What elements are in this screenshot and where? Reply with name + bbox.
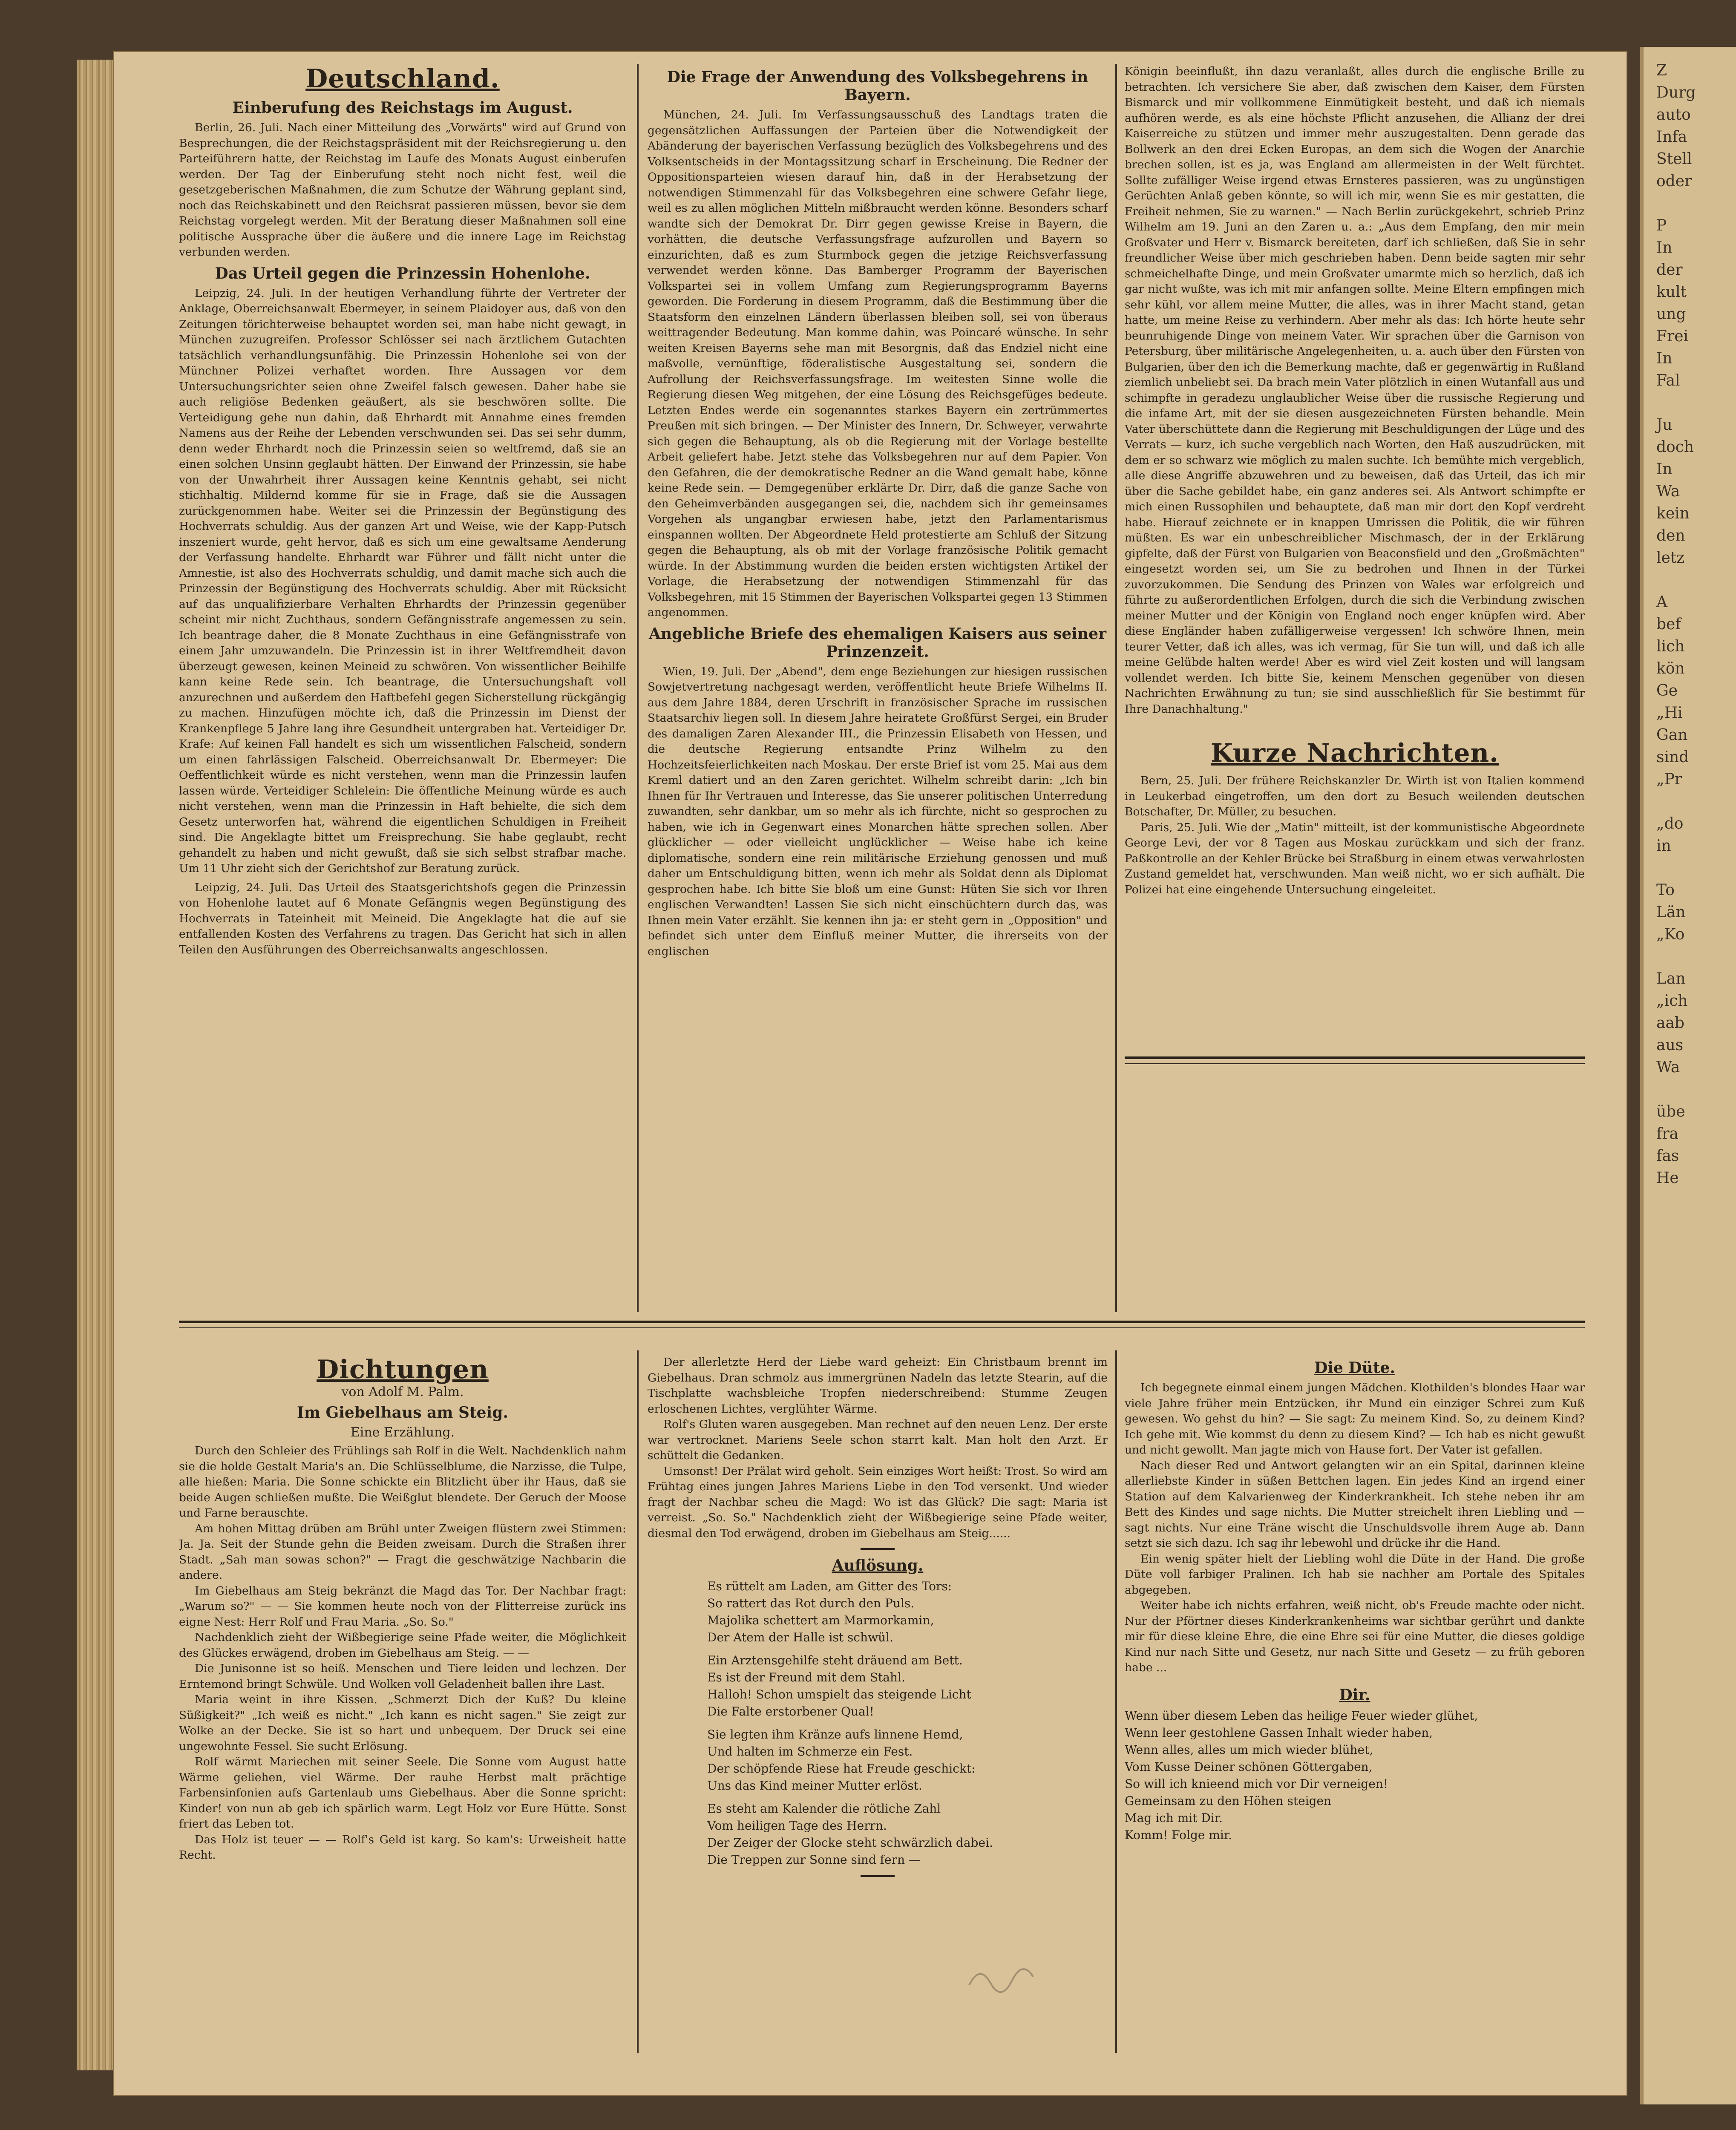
news-item: Bern, 25. Juli. Der frühere Reichskanzler Dr. Wirth ist von Italien kommend in Leukerbad eingetroffen, um den dort zu Besuch weilenden deutschen Botschafter, Dr. Müller, zu besuchen. — [1125, 774, 1585, 818]
article-body: Leipzig, 24. Juli. In der heutigen Verhandlung führte der Vertreter der Anklage, Oberreichsanwalt Ebermeyer, in seinem Plaidoyer aus, daß von den Zeitungen törichterweise behauptet worden sei, man habe nicht gewagt, in München zuzugreifen. Professor Schlösser sei nach ärztlichem Gutachten tatsächlich verhandlungsunfähig. Die Prinzessin Hohenlohe sei von der Münchner Polizei verhaftet worden. Ihre Aussagen vor dem Untersuchungsrichter seien ohne Zweifel falsch gewesen. Daher habe sie auch religiöse Bedenken geäußert, als sie beschwören sollte. Die Verteidigung gehe nun dahin, daß Ehrhardt mit Annahme eines fremden Namens aus der Reihe der Lebenden verschwunden sei. Das sei sehr dumm, denn weder Ehrhardt noch die Prinzessin seien so weltfremd, daß sie an einen solchen Unsinn geglaubt hätten. Der Einwand der Prinzessin, sie habe von der Unwahrheit ihrer Aussagen keine Kenntnis gehabt, sei nicht stichhaltig. Mildernd komme für sie in Frage, daß sie die Aussagen zurückgenommen habe. Weiter sei die Prinzessin der Begünstigung des Hochverrats schuldig. Aus der ganzen Art und Weise, wie der Kapp-Putsch inszeniert wurde, geht hervor, daß es sich um eine gewaltsame Aenderung der Verfassung handelte. Ehrhardt war Führer und fällt nicht unter die Amnestie, ist also des Hochverrats schuldig, und damit mache sich auch die Prinzessin der Begünstigung des Hochverrats schuldig. Aber mit Rücksicht auf das unqualifizierbare Verhalten Ehrhardts der Prinzessin gegenüber scheint mir nicht Zuchthaus, sondern Gefängnisstrafe angemessen zu sein. Ich beantrage daher, die 8 Monate Zuchthaus in eine Gefängnisstrafe von einem Jahr umzuwandeln. Die Prinzessin ist in ihrer Weltfremdheit davon überzeugt gewesen, keinen Meineid zu schwören. Von wissentlicher Beihilfe kann keine Rede sein. Ich beantrage, die Untersuchungshaft voll anzurechnen und außerdem den Haftbefehl gegen Sicherstellung rückgängig zu machen. Hinzufügen möchte ich, daß die Prinzessin im Dienst der Krankenpflege 5 Jahre lang ihre Gesundheit untergraben hat. Verteidiger Dr. Krafe: Auf keinen Fall handelt es sich um wissentlichen Falscheid, sondern um einen fahrlässigen Falscheid. Oberreichsanwalt Dr. Ebermeyer: Die Oeffentlichkeit würde es nicht verstehen, wenn man die Prinzessin laufen lassen würde. Verteidiger Schlelein: Die öffentliche Meinung würde es auch nicht verstehen, wenn man die Prinzessin in Haft behielte, die sich dem Gesetz unterworfen hat, während die eigentlichen Schuldigen in Freiheit sind. Die Angeklagte bittet um Freisprechung. Sie habe geglaubt, recht gehandelt zu haben und nicht gewußt, daß sie sich selbst strafbar mache. Um 11 Uhr zieht sich der Gerichtshof zur Beratung zurück. — [179, 286, 626, 875]
article-body: Königin beeinflußt, ihn dazu veranlaßt, alles durch die englische Brille zu betrachten. Ich versichere Sie aber, daß zwischen dem Kaiser, dem Fürsten Bismarck und mir vollkommene Einmütigkeit besteht, und daß ich niemals aufhören werde, es als eine höchste Pflicht anzusehen, die Allianz der drei Kaiserreiche zu stützen und immer mehr auszugestalten. Denn gerade das Bollwerk an den drei Ecken Europas, an dem sich die Wogen der Anarchie brechen sollen, ist es ja, was England am allermeisten in der Welt fürchtet. Sollte zufälliger Weise irgend etwas Ernsteres passieren, was zu ungünstigen Gerüchten Anlaß geben könnte, so will ich mir, wenn Sie es mir gestatten, die Freiheit nehmen, Sie zu warnen." — Nach Berlin zurückgekehrt, schrieb Prinz Wilhelm am 19. Juni an den Zaren u. a.: „Aus dem Empfang, den mir mein Großvater und Herr v. Bismarck bereiteten, darf ich schließen, daß Sie in sehr freundlicher Weise über mich geschrieben haben. Denn beide sagten mir sehr schmeichelhafte Dinge, und mein Großvater umarmte mich so herzlich, daß ich gar nicht wußte, was ich mit mir anfangen sollte. Meine Eltern empfingen mich sehr kühl, vor allem meine Mutter, die alles, was in ihrer Macht stand, getan hatte, um meine Reise zu verhindern. Aber mehr als das: Ich hörte heute sehr beunruhigende Dinge von meinem Vater. Wir sprachen über die Garnison von Petersburg, über militärische Angelegenheiten, u. a. auch über den Fürsten von Bulgarien, über den ich die Bemerkung machte, daß er gegenwärtig in Rußland ziemlich unbeliebt sei. Da brach mein Vater plötzlich in einen Wutanfall aus und schimpfte in geradezu unglaublicher Weise über die russische Regierung und die infame Art, mit der sie diesen ausgezeichneten Fürsten behandle. Mein Vater überschüttete dann die Regierung mit Beschuldigungen der Lüge und des Verrats — kurz, ich suche vergeblich nach Worten, den Haß auszudrücken, mit dem er so schwarz wie möglich zu malen suchte. Ich bemühte mich vergeblich, alle diese Angriffe abzuwehren und zu beweisen, daß das Urteil, das ich mir über die Sache gebildet habe, ein ganz anderes sei. Als Antwort schimpfte er mich einen Russophilen und behauptete, daß man mir dort den Kopf verdreht habe. Hierauf zeichnete er in knappen Umrissen die Politik, die wir führen müßten. Es war ein unbeschreiblicher Mischmasch, der in der Erklärung gipfelte, daß der Fürst von Bulgarien von Beaconsfield und den „Großmächten" eingesetzt worden sei, um Sie zu bedrohen und Ihnen in der Türkei zuvorzukommen. Die Sendung des Prinzen von Wales war erfolgreich und führte zu außerordentlichen Erfolgen, durch die sich die Verbindung zwischen meiner Mutter und der Königin von England noch enger knüpfen wird. Aber diese Engländer haben zufälligerweise vergessen! Ich schwöre Ihnen, mein teurer Vetter, daß ich alles, was ich vermag, für Sie tun will, und daß ich alle meine Gelübde halten werde! Aber es wird viel Zeit kosten und will langsam vollendet werden. Ich bitte Sie, keinem Menschen gegenüber von diesen Nachrichten Erwähnung zu tun; sie sind ausschließlich für Sie bestimmt für Ihre Danachhaltung." — [1125, 65, 1585, 716]
story-title: Im Giebelhaus am Steig. — [297, 1404, 508, 1422]
author-byline: von Adolf M. Palm. — [341, 1384, 464, 1399]
poem-stanza: Es rüttelt am Laden, am Gitter des Tors: So rattert das Rot durch den Puls. Majolika schettert am Marmorkamin, Der Atem der Halle ist schwül. — [707, 1579, 952, 1644]
page-stack-edge — [77, 60, 115, 2070]
poem-stanza: Wenn über diesem Leben das heilige Feuer wieder glühet, Wenn leer gestohlene Gassen Inhalt wieder haben, Wenn alles, alles um mich wieder blühet, Vom Kusse Deiner schönen Göttergaben, So will ich knieend mich vor Dir verneigen! Gemeinsam zu den Höhen steigen Mag ich mit Dir. Komm! Folge mir. — [1125, 1708, 1478, 1842]
story-paragraph: Im Giebelhaus am Steig bekränzt die Magd das Tor. Der Nachbar fragt: „Warum so?" — — Sie kommen heute noch von der Flitterreise zurück ins eigne Nest: Herr Rolf und Frau Maria. „So. So." — [179, 1584, 626, 1629]
story-paragraph: Rolf wärmt Mariechen mit seiner Seele. Die Sonne vom August hatte Wärme geliehen, viel Wärme. Der rauhe Herbst malt prächtige Farbensinfonien aufs Gartenlaub ums Giebelhaus. Aber die Sonne spricht: Kinder! von nun ab geb ich spärlich warm. Legt Holz vor Eure Hütte. Sonst friert das Leben tot. — [179, 1755, 626, 1831]
column-kaiser-briefe — [1125, 64, 1585, 1299]
divider — [861, 1875, 895, 1877]
poem-stanza: Sie legten ihm Kränze aufs linnene Hemd, Und halten im Schmerze ein Fest. Der schöpfende Riese hat Freude geschickt: Uns das Kind meiner Mutter erlöst. — [707, 1727, 976, 1793]
section-title: Dichtungen — [317, 1355, 489, 1384]
column-rule — [1115, 64, 1117, 1312]
article-body: Berlin, 26. Juli. Nach einer Mitteilung des „Vorwärts" wird auf Grund von Besprechungen, die der Reichstagspräsident mit der Reichsregierung u. den Parteiführern hatte, der Reichstag im Laufe des Monats August einberufen werden. Der Tag der Einberufung steht noch nicht fest, weil die gesetzgeberischen Maßnahmen, die zum Schutze der Währung geplant sind, noch das Reichskabinett und den Reichsrat passieren müssen, bevor sie dem Reichstag vorgelegt werden. Mit der Beratung dieser Maßnahmen soll eine politische Aussprache über die äußere und die innere Lage im Reichstag verbunden werden. — [179, 121, 626, 259]
poem-stanza: Ein Arztensgehilfe steht dräuend am Bett. Es ist der Freund mit dem Stahl. Halloh! Schon umspielt das steigende Licht Die Falte erstorbener Qual! — [707, 1653, 971, 1718]
story-paragraph: Nach dieser Red und Antwort gelangten wir an ein Spital, darinnen kleine allerliebste Kinder in süßen Bettchen lagen. Ein jedes Kind an irgend einer Station auf dem Kalvarienweg der Kinderkrankheit. Ich stehe neben ihr am Bett des Kindes und sage nichts. Die Mutter streichelt ihren Liebling und — sagt nichts. Nur eine Träne wischt die Unschuldsvolle ihrem Auge ab. Dann setzt sie sich dazu. Ich sag ihr lebewohl und drücke ihr die Hand. — [1125, 1459, 1585, 1550]
article-headline: Das Urteil gegen die Prinzessin Hohenlohe. — [215, 264, 590, 282]
story-paragraph: Durch den Schleier des Frühlings sah Rolf in die Welt. Nachdenklich nahm sie die holde Gestalt Maria's an. Die Schlüsselblume, die Narzisse, die Tulpe, alle hießen: Maria. Die Sonne schickte ein Blitzlicht über ihr Haus, daß sie beide Augen schließen mußte. Die Weißglut blendete. Der Geruch der Moose und Farne berauschte. — [179, 1444, 626, 1520]
story-paragraph: Rolf's Gluten waren ausgegeben. Man rechnet auf den neuen Lenz. Der erste war vertrocknet. Mariens Seele schon starrt kalt. Man holt den Arzt. Er schüttelt die Gedanken. — [648, 1418, 1108, 1462]
story-paragraph: Ich begegnete einmal einem jungen Mädchen. Klothilden's blondes Haar war viele Jahre früher mein Entzücken, ihr Mund ein einziger Schrei zum Kuß gewesen. Wo gehst du hin? — Sie sagt: Zu meinem Kind. So, zu deinem Kind? Ich gehe mit. Wie kommst du denn zu diesem Kind? — Ich hab es nicht gewußt und nicht gewollt. Man jagte mich von Hause fort. Der Vater ist gefallen. — [1125, 1381, 1585, 1456]
facing-page-edge — [1640, 47, 1736, 2104]
divider — [861, 1548, 895, 1550]
story-paragraph: Das Holz ist teuer — — Rolf's Geld ist karg. So kam's: Urweisheit hatte Recht. — [179, 1833, 626, 1862]
story-paragraph: Umsonst! Der Prälat wird geholt. Sein einziges Wort heißt: Trost. So wird am Frühtag eines jungen Jahres Mariens Liebe in den Tod versenkt. Und wieder fragt der Nachbar scheu die Magd: Wo ist das Glück? Die sagt: Maria ist verreist. „So. So." Nachdenklich zieht der Wißbegierige seine Pfade weiter, diesmal den Tod erwägend, droben im Giebelhaus am Steig...... — [648, 1464, 1108, 1540]
story-paragraph: Der allerletzte Herd der Liebe ward geheizt: Ein Christbaum brennt im Giebelhaus. Dran schmolz aus immergrünen Nadeln das letzte Stearin, auf die Tischplatte wachsbleiche Tropfen niederschreibend: Stumme Zeugen erloschenen Lichtes, verglühter Wärme. — [648, 1356, 1108, 1416]
story-subtitle: Eine Erzählung. — [350, 1425, 455, 1440]
column-rule — [637, 1350, 639, 2053]
news-item: Paris, 25. Juli. Wie der „Matin" mitteilt, ist der kommunistische Abgeordnete George Levi, der vor 8 Tagen aus Moskau zurückkam und sich der franz. Paßkontrolle an der Kehler Brücke bei Straßburg in einem etwas verwahrlosten Zustand gemeldet hat, verschwunden. Man weiß nicht, wo er sich aufhält. Die Polizei hat eine eingehende Untersuchung eingeleitet. — [1125, 820, 1585, 896]
story-paragraph: Weiter habe ich nichts erfahren, weiß nicht, ob's Freude machte oder nicht. Nur der Pförtner dieses Kinderkrankenheims war sichtbar gerührt und dankte mir für diese kleine Ehre, die eine Ehre sei für eine Mutter, die dieses goldige Kind nur nach Sitte und Gesetz, nur nach Sitte und Gesetz — zu früh geboren habe ... — [1125, 1599, 1585, 1674]
column-rule — [637, 64, 639, 1312]
section-title: Kurze Nachrichten. — [1210, 738, 1499, 768]
article-body: Leipzig, 24. Juli. Das Urteil des Staatsgerichtshofs gegen die Prinzessin von Hohenlohe lautet auf 6 Monate Gefängnis wegen Begünstigung des Hochverrats in Tateinheit mit Meineid. Die Angeklagte hat die auf sie entfallenden Kosten des Verfahrens zu tragen. Das Gericht hat sich in allen Teilen den Ausführungen des Oberreichsanwalts angeschlossen. — [179, 881, 626, 956]
column-rule — [1115, 1350, 1117, 2053]
story-paragraph: Die Junisonne ist so heiß. Menschen und Tiere leiden und lechzen. Der Erntemond bringt Schwüle. Und Wolken voll Geladenheit ballen ihre Last. — [179, 1662, 626, 1691]
section-divider — [179, 1321, 1585, 1328]
story-paragraph: Maria weint in ihre Kissen. „Schmerzt Dich der Kuß? Du kleine Süßigkeit?" „Ich weiß es nicht." „Ich kann es nicht sagen." Sie zeigt zur Wolke an der Decke. Sie ist so hart und unbequem. Der Druck sei eine ungewohnte Fessel. Sie sucht Erlösung. — [179, 1693, 626, 1753]
story-paragraph: Ein wenig später hielt der Liebling wohl die Düte in der Hand. Die große Düte voll farbiger Pralinen. Ich hab sie nachher am Portale des Spitales abgegeben. — [1125, 1552, 1585, 1597]
story-paragraph: Am hohen Mittag drüben am Brühl unter Zweigen flüstern zwei Stimmen: Ja. Ja. Seit der Stunde gehn die Beiden zweisam. Durch die Straßen ihrer Stadt. „Sah man sowas schon?" — Fragt die geschwätzige Nachbarin die andere. — [179, 1522, 626, 1582]
column-duete — [1125, 1355, 1585, 2053]
article-headline: Einberufung des Reichstags im August. — [232, 99, 573, 117]
poem-stanza: Es steht am Kalender die rötliche Zahl Vom heiligen Tage des Herrn. Der Zeiger der Glocke steht schwärzlich dabei. Die Treppen zur Sonne sind fern — — [707, 1802, 993, 1867]
column-story-cont — [648, 1355, 1108, 2053]
story-title: Die Düte. — [1314, 1359, 1395, 1377]
poem-title: Dir. — [1339, 1686, 1370, 1704]
article-body: Wien, 19. Juli. Der „Abend", dem enge Beziehungen zur hiesigen russischen Sowjetvertretung nachgesagt werden, veröffentlicht heute Briefe Wilhelms II. aus dem Jahre 1884, deren Urschrift in französischer Sprache im russischen Staatsarchiv liegen soll. In diesem Jahre heiratete Großfürst Sergei, ein Bruder des damaligen Zaren Alexander III., die Prinzessin Elisabeth von Hessen, und die deutsche Regierung entsandte Prinz Wilhelm zu den Hochzeitsfeierlichkeiten nach Moskau. Der erste Brief ist vom 25. Mai aus dem Kreml datiert und an den Zaren gerichtet. Wilhelm schreibt darin: „Ich bin Ihnen für Ihr Vertrauen und Interesse, das Sie unserer politischen Unterredung zuwandten, sehr dankbar, um so mehr als ich fürchte, nicht so gesprochen zu haben, wie ich in Gegenwart eines Monarchen hätte sprechen sollen. Aber glücklicher — oder vielleicht unglücklicher — Weise habe ich keine diplomatische, sondern eine rein militärische Erziehung genossen und muß daher um Entschuldigung bitten, wenn ich mehr als Soldat denn als Diplomat gesprochen habe. Ich bitte Sie bloß um eine Gunst: Hüten Sie sich vor Ihren englischen Verwandten! Lassen Sie sich nicht einschüchtern durch das, was Ihnen mein Vater erzählt. Sie kennen ihn ja: er steht gern in „Opposition" und befindet sich unter dem Einfluß meiner Mutter, die ihrerseits von der englischen — [648, 665, 1108, 958]
article-headline: Angebliche Briefe des ehemaligen Kaisers aus seiner Prinzenzeit. — [649, 625, 1106, 661]
story-paragraph: Nachdenklich zieht der Wißbegierige seine Pfade weiter, die Möglichkeit des Glückes erwägend, droben im Giebelhaus am Steig. — — — [179, 1631, 626, 1660]
article-headline: Die Frage der Anwendung des Volksbegehrens in Bayern. — [667, 68, 1088, 104]
facing-page-fragments: Z Durg auto Infa Stell oder P In der kult ung Frei In Fal Ju doch In Wa kein den letz A bef lich kön Ge „Hi Gan sind „Pr „do in To Län „Ko Lan „ich aab aus Wa übe fra fas He — [1656, 62, 1696, 1187]
poem-title: Auflösung. — [832, 1557, 924, 1574]
column-bayern — [648, 64, 1108, 1299]
column-deutschland — [179, 64, 626, 1299]
column-dichtungen — [179, 1355, 626, 2053]
section-title: Deutschland. — [305, 64, 500, 94]
pencil-mark — [967, 1960, 1035, 1998]
article-body: München, 24. Juli. Im Verfassungsausschuß des Landtags traten die gegensätzlichen Auffassungen der Parteien über die Notwendigkeit der Abänderung der bayerischen Verfassung bezüglich des Volksbegehrens und des Volksentscheids in der Montagssitzung scharf in Erscheinung. Die Redner der Oppositionsparteien wiesen darauf hin, daß in der Herabsetzung der notwendigen Stimmenzahl für das Volksbegehren eine schwere Gefahr liege, weil es zu allen möglichen Mitteln mißbraucht werden könne. Besonders scharf wandte sich der Demokrat Dr. Dirr gegen gewisse Kreise in Bayern, die vorhätten, die deutsche Verfassungsfrage aufzurollen und Bayern so einzurichten, daß es zum Sturmbock gegen die jetzige Reichsverfassung verwendet werden könne. Das Bamberger Programm der Bayerischen Volkspartei sei in vollem Umfang zum Regierungsprogramm Bayerns geworden. Die Forderung in diesem Programm, daß die Bestimmung über die Staatsform den einzelnen Ländern überlassen bleiben soll, sei von überaus weittragender Bedeutung. Man komme dahin, was Poincaré wünsche. In sehr weiten Kreisen Bayerns sehe man mit Besorgnis, daß das Endziel nicht eine maßvolle, vernünftige, föderalistische Ausgestaltung sei, sondern die Aufrollung der Reichsverfassungsfrage. Im weitesten Sinne wolle die Regierung diesen Weg mitgehen, der eine Lösung des Reichsgefüges bedeute. Letzten Endes werde ein sogenanntes starkes Bayern ein zertrümmertes Preußen mit sich bringen. — Der Minister des Innern, Dr. Schweyer, verwahrte sich gegen die Behauptung, als ob die Regierung mit der Vorlage bestellte Arbeit geliefert habe. Jetzt stehe das Volksbegehren nur auf dem Papier. Von den Gefahren, die der demokratische Redner an die Wand gemalt habe, könne keine Rede sein. — Demgegenüber erklärte Dr. Dirr, daß die ganze Sache von den Geheimverbänden ausgegangen sei, die, nachdem sich ihr gemeinsames Vorgehen als ungangbar erwiesen habe, jetzt den Parlamentarismus einspannen wollten. Der Abgeordnete Held protestierte am Schluß der Sitzung gegen die Behauptung, als ob mit der Vorlage französische Politik gemacht würde. In der Abstimmung wurden die beiden ersten wichtigsten Artikel der Vorlage, die Herabsetzung der notwendigen Stimmenzahl für das Volksbegehren, mit 15 Stimmen der Bayerischen Volkspartei gegen 13 Stimmen angenommen. — [648, 108, 1108, 619]
